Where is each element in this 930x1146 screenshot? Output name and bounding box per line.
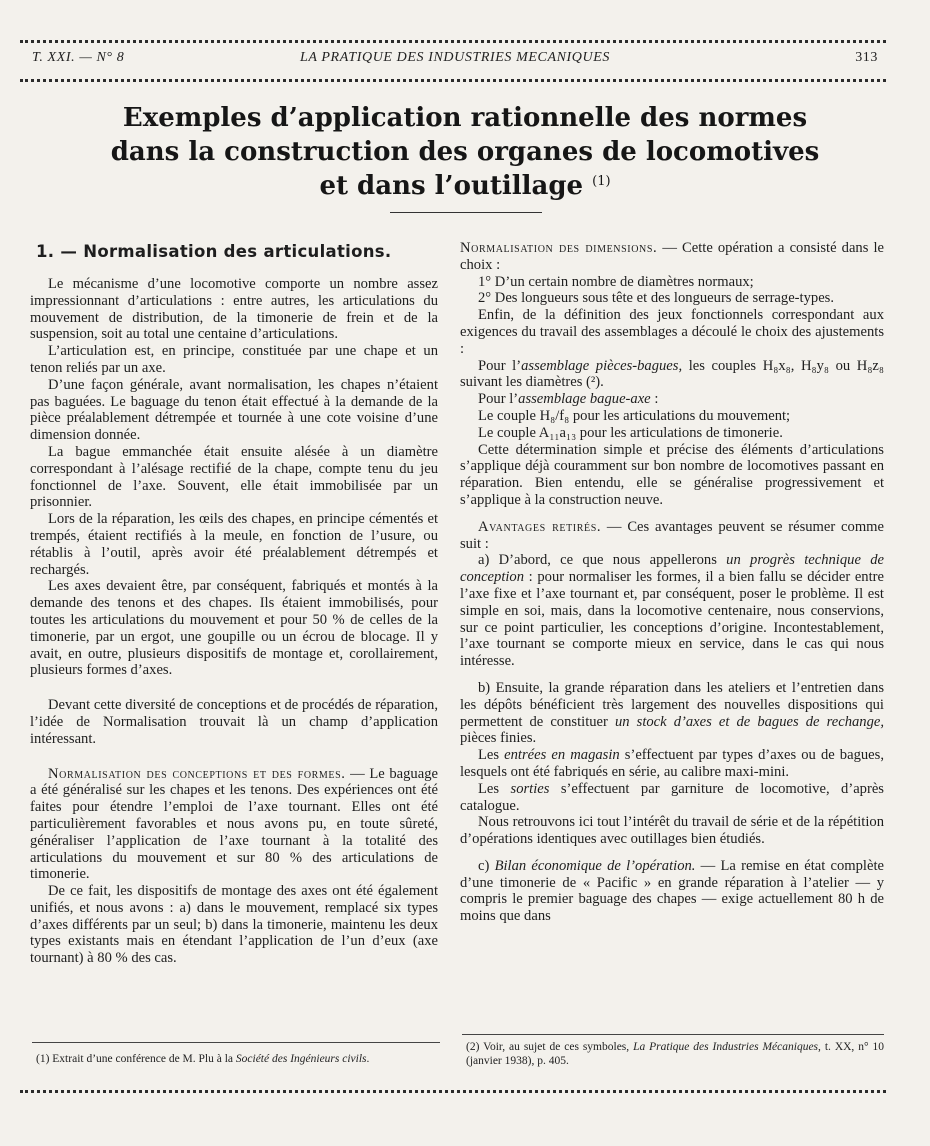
paragraph: L’articulation est, en principe, constituée par une chape et un tenon reliés par un axe. <box>30 343 438 376</box>
list-item: 1° D’un certain nombre de diamètres normaux; <box>478 273 754 290</box>
section-heading: 1. — Normalisation des articulations. <box>36 242 392 261</box>
paragraph-dimensions: Normalisation des dimensions. — Cette opération a consisté dans le choix : <box>460 240 884 273</box>
footnote-1: (1) Extrait d’une conférence de M. Plu à la Société des Ingénieurs civils. <box>36 1053 370 1065</box>
paragraph: b) Ensuite, la grande réparation dans les ateliers et l’entretien dans les dépôts bénéficient très largement des nouvelles dispositions qui permettent de constituer un stock d’axes et de bagues de rechange, pièces finies. <box>460 679 885 747</box>
run-in-heading: Normalisation des conceptions et des formes. <box>48 765 346 782</box>
paragraph: Les entrées en magasin s’effectuent par types d’axes ou de bagues, lesquels ont été fabriqués en série, au calibre maxi-mini. <box>460 747 884 780</box>
title-line-3: et dans l’outillage $^{(1)}$ <box>319 171 611 201</box>
title-underline <box>390 212 542 213</box>
run-in-heading: Normalisation des dimensions. <box>460 240 658 256</box>
footnote-rule-left <box>32 1042 440 1043</box>
paragraph: La bague emmanchée était ensuite alésée à un diamètre correspondant à l’alésage rectifié de la chape, compte tenu du jeu fonctionnel de l’axe. Souvent, elle était immobilisée par un prisonnier. <box>30 443 438 511</box>
paragraph: Pour l’assemblage bague-axe : <box>478 391 659 408</box>
title-line-1: Exemples d’application rationnelle des normes <box>122 103 808 133</box>
left-column <box>30 240 438 967</box>
paragraph: Le couple H₈/f₈ pour les articulations du mouvement; <box>478 407 791 424</box>
list-item: 2° Des longueurs sous tête et des longueurs de serrage-types. <box>478 290 834 307</box>
volume-issue: T. XXI. — N° 8 <box>32 50 125 65</box>
paragraph: Le mécanisme d’une locomotive comporte un nombre assez impressionnant d’articulations : entre autres, les articulations du mouvement de distribution, de la timonerie de frein et de la suspension, soit au total une centaine d’articulations. <box>30 276 438 343</box>
page-number: 313 <box>855 50 878 65</box>
header-dotted-rule-top <box>20 40 886 43</box>
footnote-rule-right <box>462 1034 884 1035</box>
paragraph: Le couple A₁₁a₁₃ pour les articulations de timonerie. <box>478 424 783 441</box>
article-title <box>40 101 890 203</box>
paragraph-conceptions: Normalisation des conceptions et des formes. — Le baguage a été généralisé sur les chapes et les tenons. Des expériences ont été faites pour étendre l’emploi de l’axe tournant. Elles ont été particulièrement favorables et nous avons pu, en toute sûreté, généraliser l’application de l’axe tournant à la totalité des articulations du mouvement et sur 80 % des articulations de timonerie. <box>30 765 438 883</box>
run-in-heading: Avantages retirés. <box>478 518 602 535</box>
title-footnote-mark: (1) <box>592 174 611 189</box>
header-dotted-rule-bottom <box>20 79 886 82</box>
title-line-2: dans la construction des organes de locomotives <box>110 137 820 167</box>
paragraph: Les axes devaient être, par conséquent, fabriqués et montés à la demande des tenons et des chapes. Ils étaient immobilisés, pour toutes les articulations du mouvement et pour 50 % de celles de la timonerie, par un ergot, une goupille ou un écrou de blocage. Il y avait, en outre, plusieurs dispositifs de montage et, corollairement, plusieurs formes d’axes. <box>30 578 438 679</box>
paragraph-intro: Devant cette diversité de conceptions et de procédés de réparation, l’idée de Normalisation trouvait là un champ d’application intéressant. <box>30 697 438 747</box>
paragraph: c) Bilan économique de l’opération. — La remise en état complète d’une timonerie de « Pacific » en grande réparation à l’atelier — y compris le premier baguage des chapes — exige actuellement 80 h de moins que dans <box>460 857 884 925</box>
paragraph: Cette détermination simple et précise des éléments d’articulations s’applique déjà couramment sur bon nombre de locomotives passant en réparation. Bien entendu, elle se généralise progressivement et s’applique à la construction neuve. <box>460 441 884 508</box>
right-column <box>460 240 884 925</box>
paragraph: a) D’abord, ce que nous appellerons un progrès technique de conception : pour normaliser les formes, il a bien fallu se décider entre l’axe fixe et l’axe tournant et, par conséquent, poser le problème. Il est simple en soi, mais, dans la locomotive centenaire, nous conservions, sur ce point particulier, les conceptions d’origine. Incontestablement, l’axe tournant se comporte mieux en service, dans le cas qui nous intéresse. <box>460 552 884 670</box>
footer-dotted-rule <box>20 1090 886 1093</box>
paragraph: De ce fait, les dispositifs de montage des axes ont été également unifiés, et nous avons : a) dans le mouvement, remplacé six types d’axes différents par un seul; b) dans la timonerie, maintenu les deux types existants mais en étendant l’application de l’un d’eux (axe tournant) à 80 % des cas. <box>30 883 438 967</box>
paragraph-avantages: Avantages retirés. — Ces avantages peuvent se résumer comme suit : <box>460 518 884 552</box>
paragraph: Nous retrouvons ici tout l’intérêt du travail de série et de la répétition d’opérations identiques avec outillages bien étudiés. <box>460 814 884 848</box>
footnote-2: (2) Voir, au sujet de ces symboles, La Pratique des Industries Mécaniques, t. XX, n° 10 (janvier 1938), p. 405. <box>466 1041 884 1067</box>
running-header <box>32 48 878 70</box>
paragraph: D’une façon générale, avant normalisation, les chapes n’étaient pas baguées. Le baguage du tenon était effectué à la demande de la pièce préalablement détrempée et tournée à une cote voisine d’une dimension donnée. <box>30 376 438 444</box>
journal-title: LA PRATIQUE DES INDUSTRIES MECANIQUES <box>300 50 610 65</box>
paragraph: Pour l’assemblage pièces-bagues, les couples H₈x₈, H₈y₈ ou H₈z₈ suivant les diamètres (²). <box>460 357 884 391</box>
paragraph: Les sorties s’effectuent par garniture de locomotive, d’après catalogue. <box>460 780 884 814</box>
paragraph: Enfin, de la définition des jeux fonctionnels correspondant aux exigences du travail des assemblages a découlé le choix des ajustements : <box>460 307 884 357</box>
paragraph: Lors de la réparation, les œils des chapes, en principe cémentés et trempés, étaient rectifiés à la meule, en fonction de l’usure, ou rétablis à l’outil, après avoir été préalablement détrempés et rechargés. <box>30 511 438 578</box>
